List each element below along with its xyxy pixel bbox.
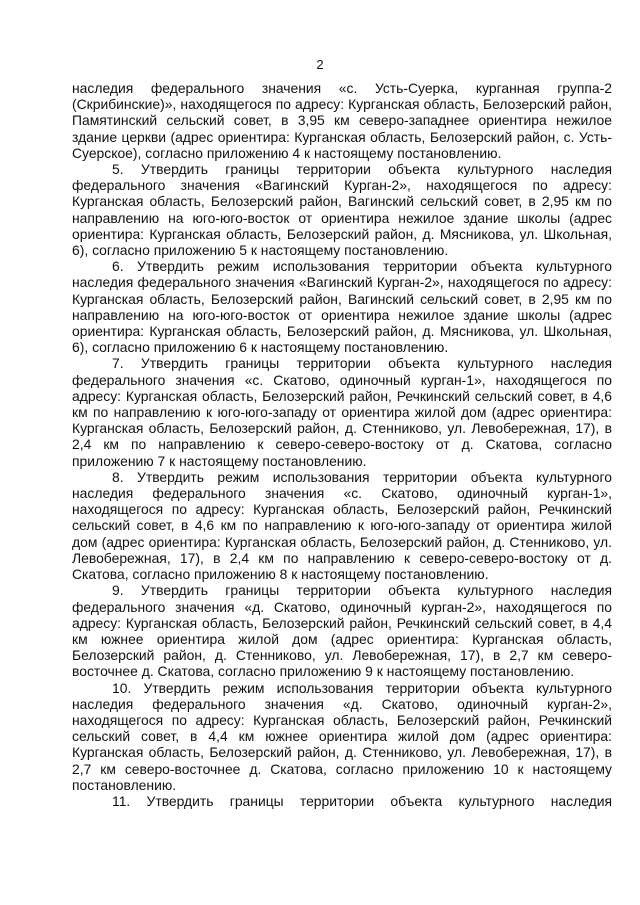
paragraph-item-9: 9. Утвердить границы территории объекта культурного наследия федерального значения «д. Скатово, одиночный курган-2», находящегося по адресу: Курганская область, Белозерский район, Речкинский сельский совет, в 4,4 км южнее ориентира жилой дом (адрес ориентира: Курганская область, Белозерский район, д. Стенниково, ул. Левобережная, 17), в 2,7 км северо-восточнее д. Скатова, согласно приложению 9 к настоящему постановлению.	[72, 582, 612, 680]
page-number: 2	[316, 57, 324, 72]
paragraph-item-6: 6. Утвердить режим использования территории объекта культурного наследия федерального значения «Вагинский Курган-2», находящегося по адресу: Курганская область, Белозерский район, Вагинский сельский совет, в 2,95 км по направлению на юго-юго-восток от ориентира нежилое здание школы (адрес ориентира: Курганская область, Белозерский район, д. Мясникова, ул. Школьная, 6), согласно приложению 6 к настоящему постановлению.	[72, 258, 612, 356]
paragraph-continuation: наследия федерального значения «с. Усть-Суерка, курганная группа-2 (Скрибинские)», находящегося по адресу: Курганская область, Белозерский район, Памятинский сельский совет, в 3,95 км северо-западнее ориентира нежилое здание церкви (адрес ориентира: Курганская область, Белозерский район, с. Усть-Суерское), согласно приложению 4 к настоящему постановлению.	[72, 80, 612, 161]
document-body	[72, 80, 612, 809]
paragraph-item-7: 7. Утвердить границы территории объекта культурного наследия федерального значения «с. Скатово, одиночный курган-1», находящегося по адресу: Курганская область, Белозерский район, Речкинский сельский совет, в 4,6 км по направлению к юго-юго-западу от ориентира жилой дом (адрес ориентира: Курганская область, Белозерский район, д. Стенниково, ул. Левобережная, 17), в 2,4 км по направлению к северо-северо-востоку от д. Скатова, согласно приложению 7 к настоящему постановлению.	[72, 355, 612, 469]
paragraph-item-11: 11. Утвердить границы территории объекта культурного наследия	[112, 792, 612, 809]
paragraph-item-5: 5. Утвердить границы территории объекта культурного наследия федерального значения «Вагинский Курган-2», находящегося по адресу: Курганская область, Белозерский район, Вагинский сельский совет, в 2,95 км по направлению на юго-юго-восток от ориентира нежилое здание школы (адрес ориентира: Курганская область, Белозерский район, д. Мясникова, ул. Школьная, 6), согласно приложению 5 к настоящему постановлению.	[72, 161, 612, 259]
paragraph-item-10: 10. Утвердить режим использования территории объекта культурного наследия федерального значения «д. Скатово, одиночный курган-2», находящегося по адресу: Курганская область, Белозерский район, Речкинский сельский совет, в 4,4 км южнее ориентира жилой дом (адрес ориентира: Курганская область, Белозерский район, д. Стенниково, ул. Левобережная, 17), в 2,7 км северо-восточнее д. Скатова, согласно приложению 10 к настоящему постановлению.	[72, 679, 612, 793]
paragraph-item-8: 8. Утвердить режим использования территории объекта культурного наследия федерального значения «с. Скатово, одиночный курган-1», находящегося по адресу: Курганская область, Белозерский район, Речкинский сельский совет, в 4,6 км по направлению к юго-юго-западу от ориентира жилой дом (адрес ориентира: Курганская область, Белозерский район, д. Стенниково, ул. Левобережная, 17), в 2,4 км по направлению к северо-северо-востоку от д. Скатова, согласно приложению 8 к настоящему постановлению.	[72, 468, 612, 583]
